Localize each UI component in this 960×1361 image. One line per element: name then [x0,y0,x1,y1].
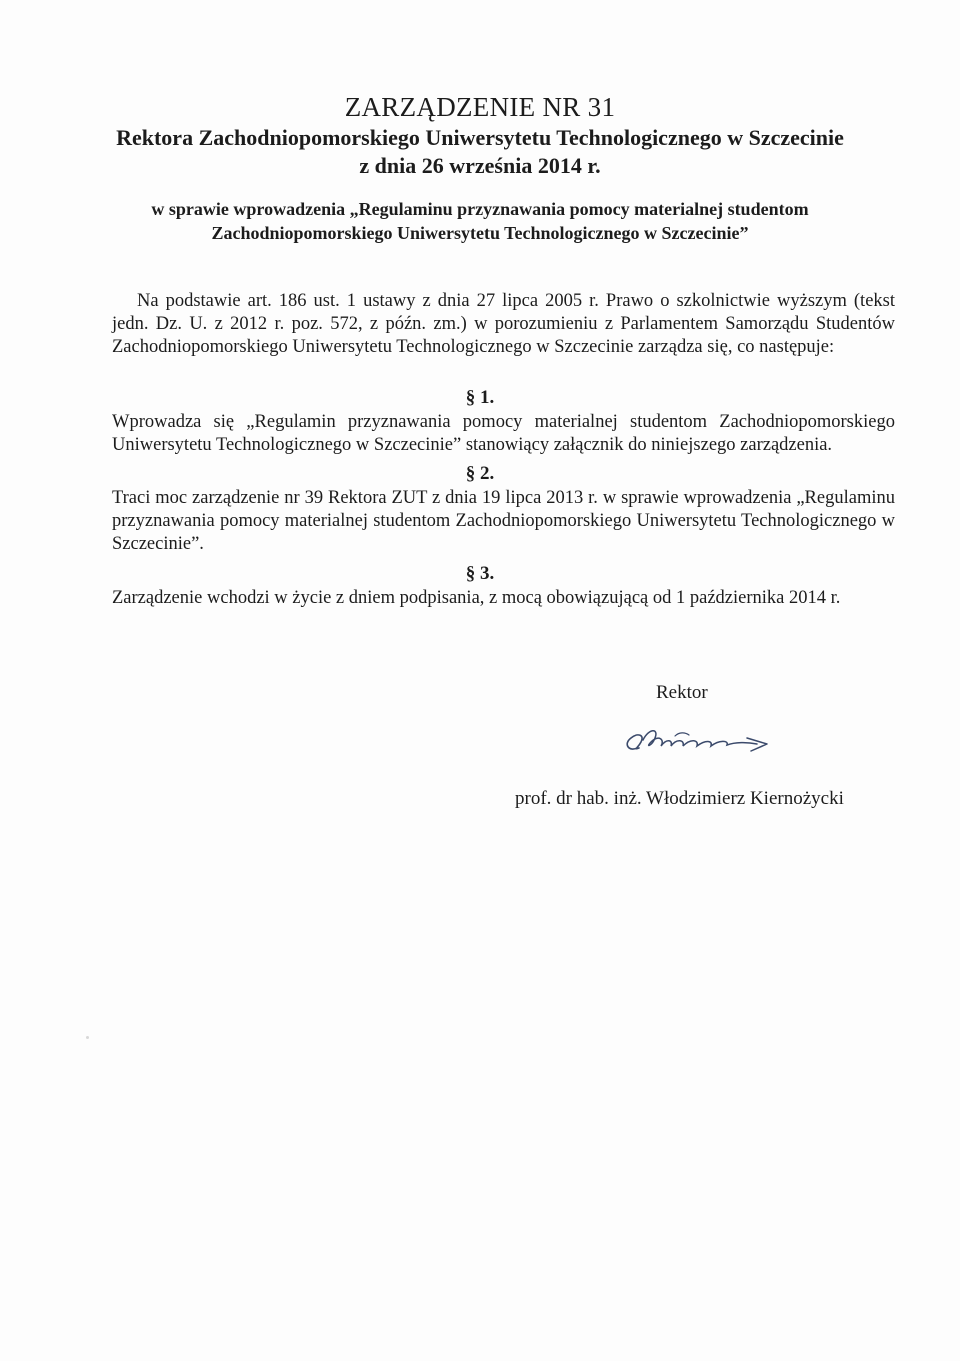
section-2-text: Traci moc zarządzenie nr 39 Rektora ZUT z dnia 19 lipca 2013 r. w sprawie wprowadzenia „Regulaminu przyznawania pomocy materialnej studentom Zachodniopomorskiego Uniwersytetu Technologicznego w Szczecinie”. [112,488,895,554]
section-3-mark: § 3. [465,563,495,584]
document-date: z dnia 26 września 2014 r. [359,153,601,178]
section-2-mark: § 2. [465,463,495,484]
legal-basis-paragraph: Na podstawie art. 186 ust. 1 ustawy z dnia 27 lipca 2005 r. Prawo o szkolnictwie wyższym (tekst jedn. Dz. U. z 2012 r. poz. 572, z późn. zm.) w porozumieniu z Parlamentem Samorządu Studentów Zachodniopomorskiego Uniwersytetu Technologicznego w Szczecinie zarządza się, co następuje: [112,291,895,357]
section-3-text: Zarządzenie wchodzi w życie z dniem podpisania, z mocą obowiązującą od 1 października 2014 r. [112,588,841,608]
document-subject: w sprawie wprowadzenia „Regulaminu przyznawania pomocy materialnej studentom Zachodniopomorskiego Uniwersytetu Technologicznego w Szczecinie” [151,199,809,243]
document-issuer: Rektora Zachodniopomorskiego Uniwersytetu Technologicznego w Szczecinie [116,125,844,150]
signatory-role: Rektor [656,682,708,703]
handwritten-signature [615,718,785,762]
section-1-text: Wprowadza się „Regulamin przyznawania pomocy materialnej studentom Zachodniopomorskiego Uniwersytetu Technologicznego w Szczecinie” stanowiący załącznik do niniejszego zarządzenia. [112,412,895,455]
signatory-name: prof. dr hab. inż. Włodzimierz Kiernożycki [515,788,844,809]
scan-speck [86,1036,89,1039]
section-1-mark: § 1. [465,387,495,408]
document-title: ZARZĄDZENIE NR 31 [344,92,616,122]
